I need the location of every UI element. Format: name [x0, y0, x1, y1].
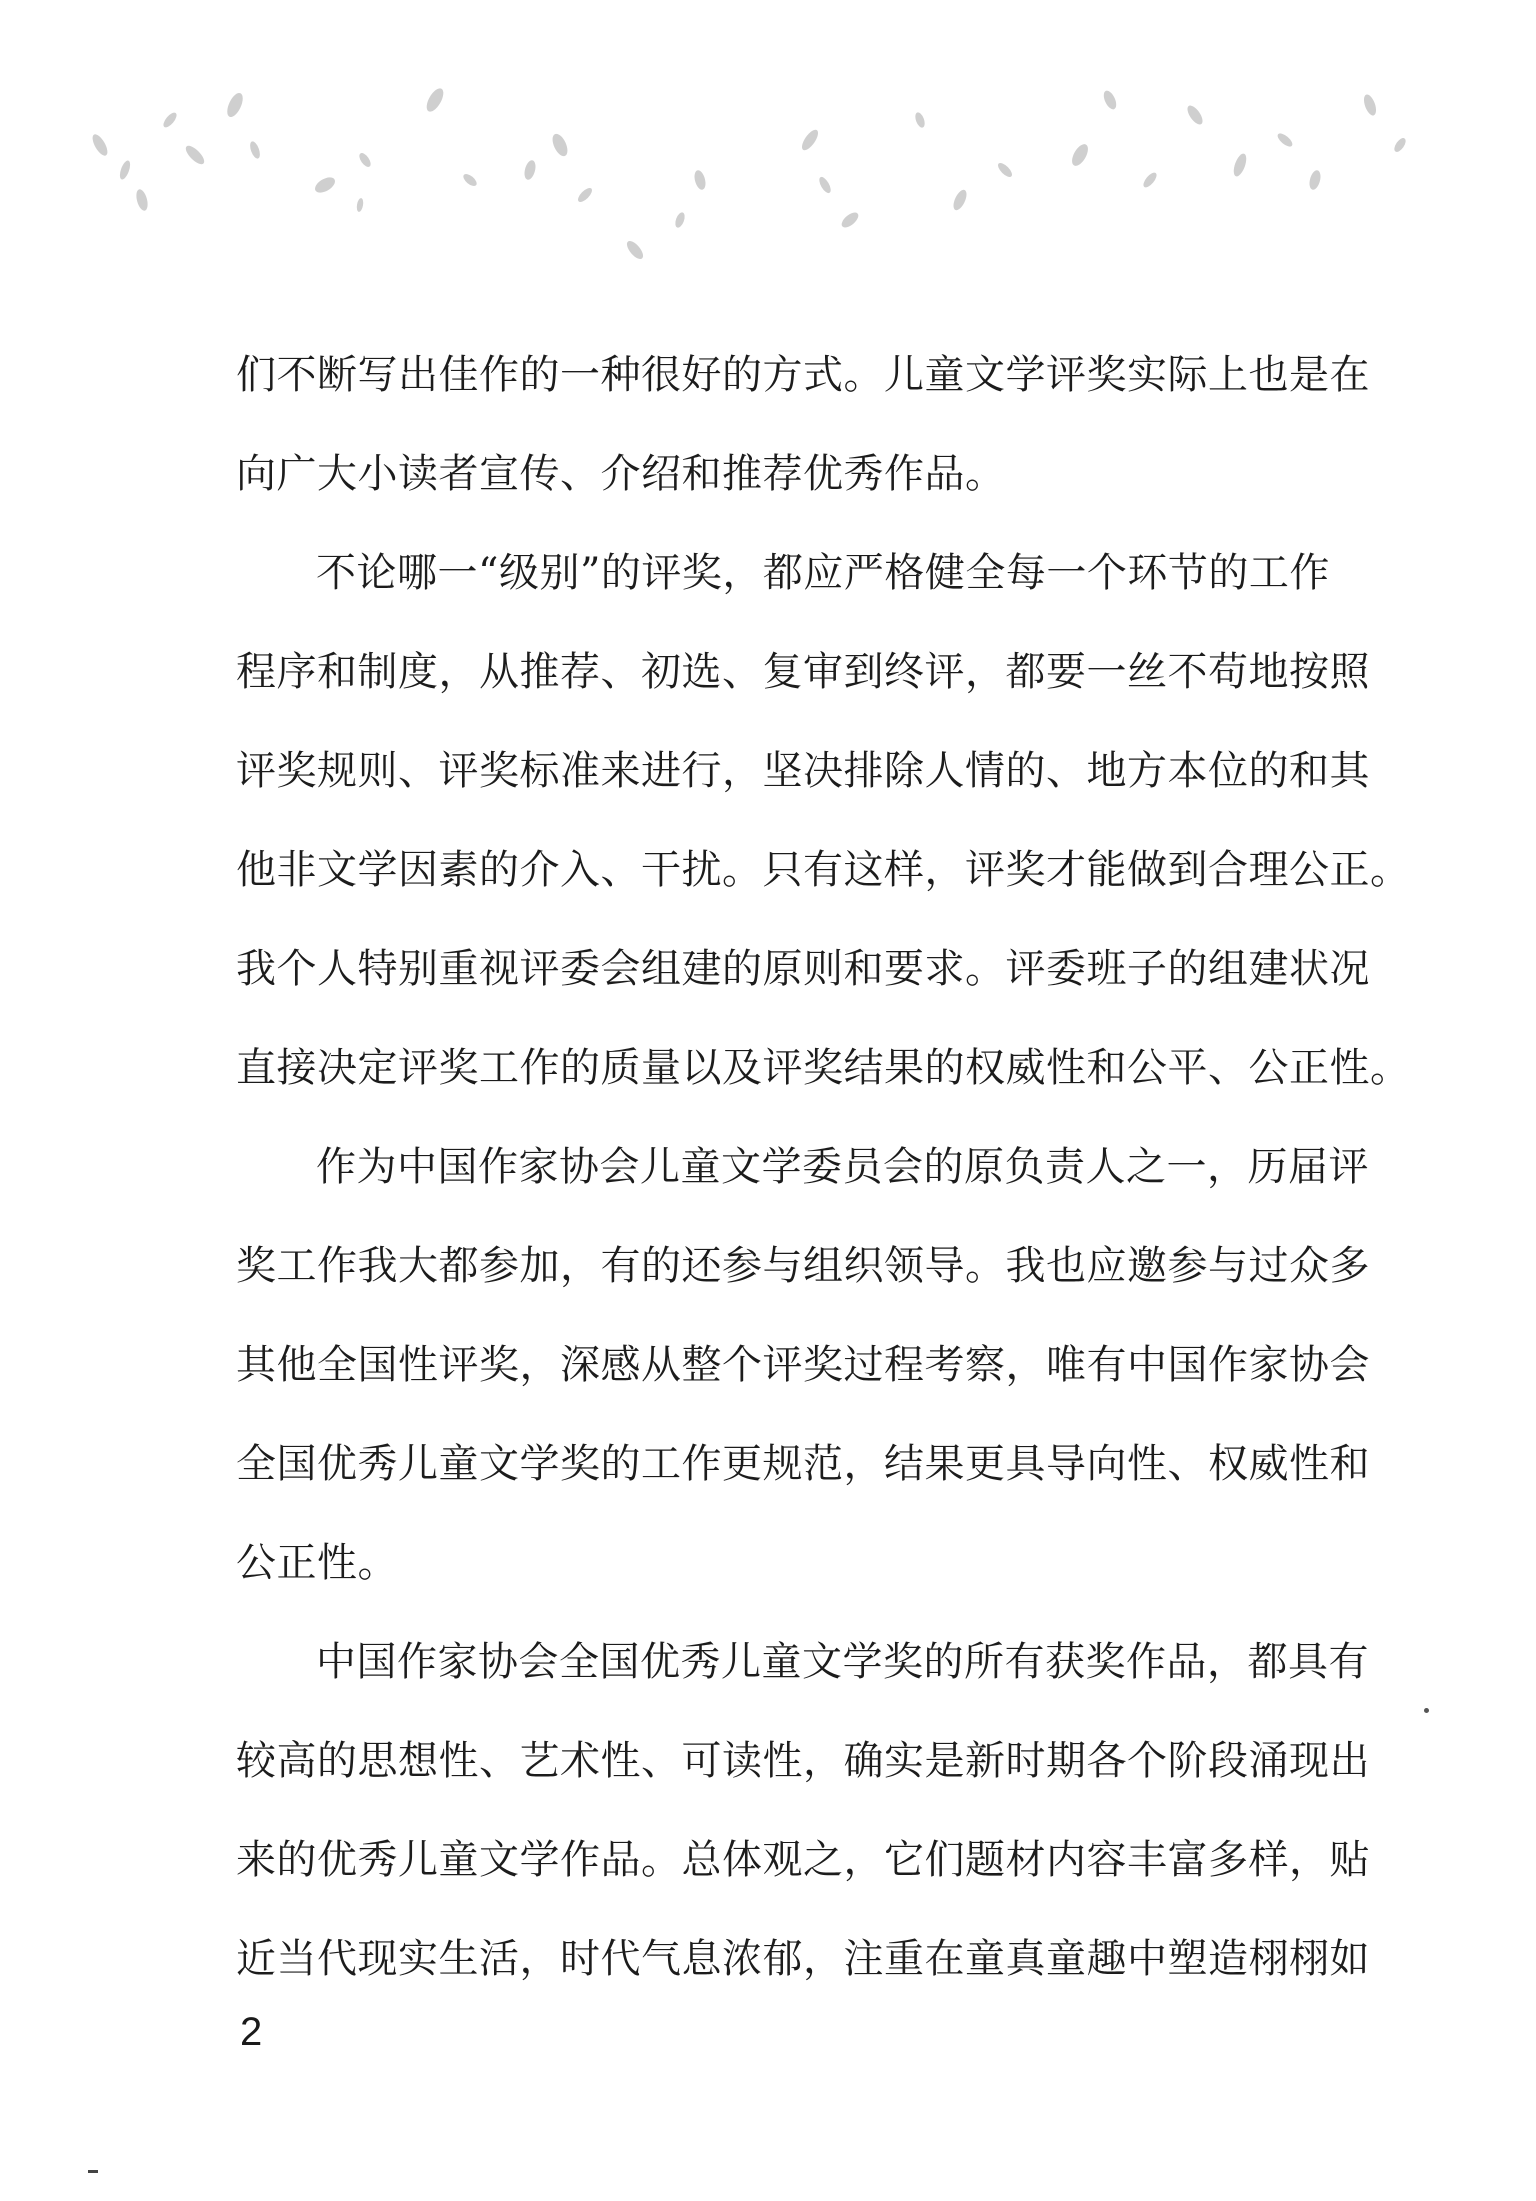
text-line: 直接决定评奖工作的质量以及评奖结果的权威性和公平、公正性。	[236, 1045, 1411, 1091]
text-line: 奖工作我大都参加，有的还参与组织领导。我也应邀参与过众多	[236, 1243, 1370, 1289]
text-line: 评奖规则、评奖标准来进行，坚决排除人情的、地方本位的和其	[236, 748, 1370, 794]
scan-speck	[1424, 1708, 1429, 1713]
paragraph-start-line: 作为中国作家协会儿童文学委员会的原负责人之一，历届评	[316, 1144, 1369, 1190]
body-text	[236, 326, 1411, 2009]
text-line: 公正性。	[236, 1540, 398, 1586]
text-line: 他非文学因素的介入、干扰。只有这样，评奖才能做到合理公正。	[236, 847, 1411, 893]
text-line: 来的优秀儿童文学作品。总体观之，它们题材内容丰富多样，贴	[236, 1837, 1370, 1883]
text-line: 其他全国性评奖，深感从整个评奖过程考察，唯有中国作家协会	[236, 1342, 1370, 1388]
decorative-leaf-border	[80, 60, 1440, 280]
text-line: 近当代现实生活，时代气息浓郁，注重在童真童趣中塑造栩栩如	[236, 1936, 1370, 1982]
text-line: 向广大小读者宣传、介绍和推荐优秀作品。	[236, 451, 1006, 497]
scan-mark	[88, 2170, 98, 2173]
text-line: 较高的思想性、艺术性、可读性，确实是新时期各个阶段涌现出	[236, 1738, 1370, 1784]
text-line: 们不断写出佳作的一种很好的方式。儿童文学评奖实际上也是在	[236, 352, 1370, 398]
text-line: 我个人特别重视评委会组建的原则和要求。评委班子的组建状况	[236, 946, 1370, 992]
text-line: 程序和制度，从推荐、初选、复审到终评，都要一丝不苟地按照	[236, 649, 1370, 695]
page-number: 2	[240, 2010, 263, 2054]
paragraph-start-line: 不论哪一“级别”的评奖，都应严格健全每一个环节的工作	[316, 550, 1330, 596]
paragraph-start-line: 中国作家协会全国优秀儿童文学奖的所有获奖作品，都具有	[316, 1639, 1369, 1685]
text-line: 全国优秀儿童文学奖的工作更规范，结果更具导向性、权威性和	[236, 1441, 1370, 1487]
